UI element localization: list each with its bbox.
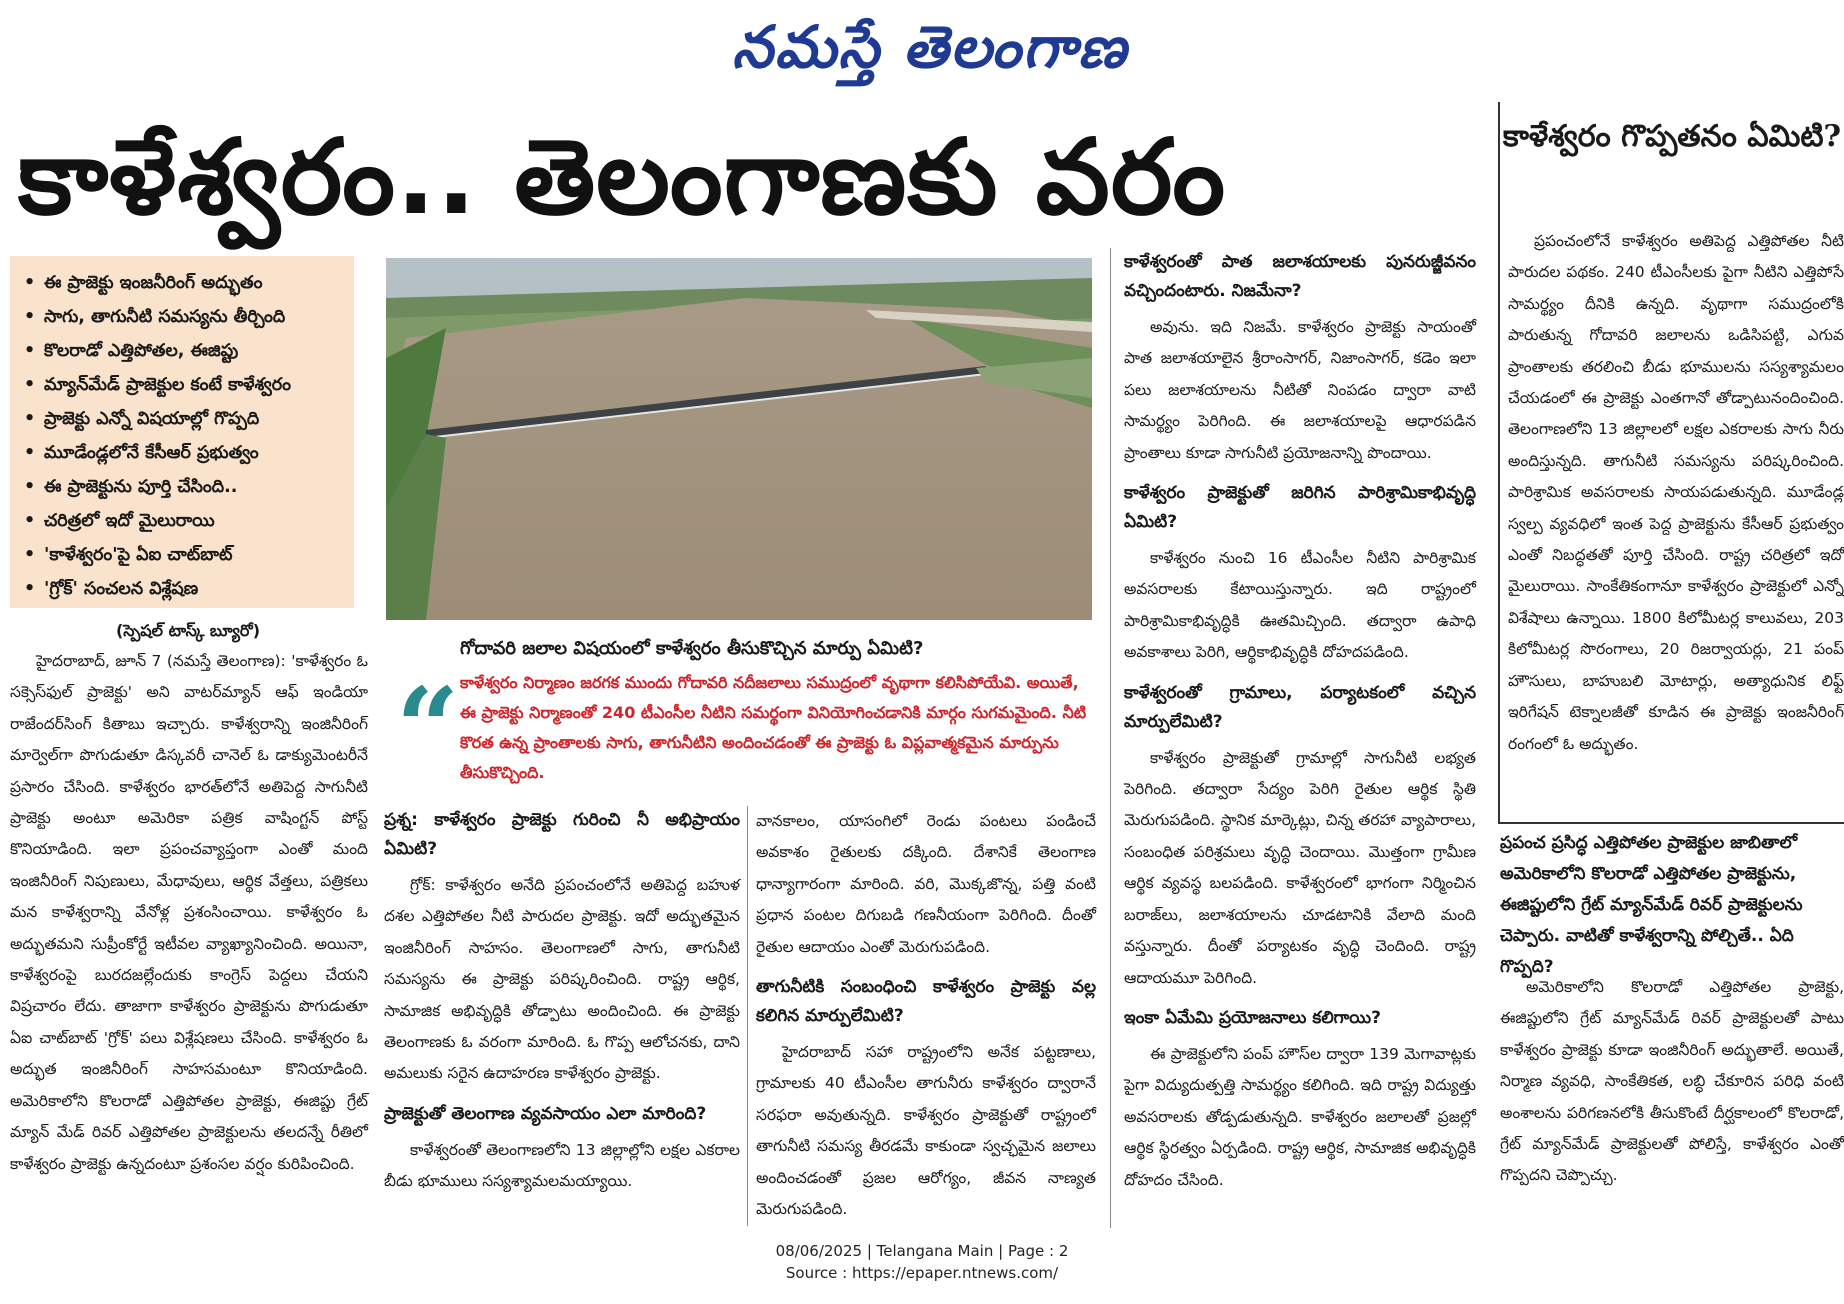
article-paragraph: గ్రోక్: కాళేశ్వరం అనేది ప్రపంచంలోనే అతిపెద్ద బహుళ దశల ఎత్తిపోతల నీటి పారుదల ప్రాజెక్టు. ఇదో అద్భుతమైన ఇంజినీరింగ్ సాహసం. తెలంగాణలో సాగు, తాగునీటి సమస్యను ఈ ప్రాజెక్టు పరిష్కరించింది. రాష్ట్ర ఆర్థిక, సామాజిక అభివృద్ధికి తోడ్పాటు అందించింది. ఈ ప్రాజెక్టు తెలంగాణకు ఓ వరంగా మారింది. ఓ గొప్ప ఆలోచనకు, దాని అమలుకు సరైన ఉదాహరణ కాళేశ్వరం ప్రాజెక్టు. (384, 876, 740, 1083)
masthead-logo: నమస్తే తెలంగాణ (732, 13, 1128, 81)
highlight-item: • కొలరాడో ఎత్తిపోతల, ఈజిప్టు (24, 334, 344, 368)
highlight-item: • ప్రాజెక్టు ఎన్నో విషయాల్లో గొప్పది (24, 402, 344, 436)
article-paragraph: ఈ ప్రాజెక్టులోని పంప్ హౌస్‌ల ద్వారా 139 మెగావాట్లకు పైగా విద్యుదుత్పత్తి సామర్థ్యం కలిగింది. ఇది రాష్ట్ర విద్యుత్తు అవసరాలకు తోడ్పడుతున్నది. కాళేశ్వరం జలాలతో ప్రజల్లో ఆర్థిక స్థిరత్వం ఏర్పడింది. రాష్ట్ర ఆర్థిక, సామాజిక అభివృద్ధికి దోహదం చేసింది. (1124, 1044, 1476, 1189)
article-paragraph: అమెరికాలోని కొలరాడో ఎత్తిపోతల ప్రాజెక్టు, ఈజిప్టులోని గ్రేట్ మ్యాన్‌మేడ్ రివర్ ప్రాజెక్టులతో పాటు కాళేశ్వరం ప్రాజెక్టు కూడా ఇంజినీరింగ్ అద్భుతాలే. అయితే, నిర్మాణ వ్యవధి, సాంకేతికత, లబ్ధి చేకూరిన పరిధి వంటి అంశాలను పరిగణనలోకి తీసుకొంటే దీర్ఘకాలంలో కొలరాడో, గ్రేట్ మ్యాన్‌మేడ్ ప్రాజెక్టులతో పోలిస్తే, కాళేశ్వరం ఎంతో గొప్పదని చెప్పొచ్చు. (1500, 978, 1844, 1185)
highlights-box (10, 256, 354, 608)
sidebar-body (1508, 226, 1844, 760)
highlight-item: • ఈ ప్రాజెక్టును పూర్తి చేసింది.. (24, 470, 344, 504)
highlight-item: • మ్యాన్‌మేడ్ ప్రాజెక్టుల కంటే కాళేశ్వరం (24, 368, 344, 402)
highlight-item: • 'కాళేశ్వరం'పై ఏఐ చాట్‌బాట్ (24, 538, 344, 572)
article-paragraph: అవును. ఇది నిజమే. కాళేశ్వరం ప్రాజెక్టు సాయంతో పాత జలాశయాలైన శ్రీరాంసాగర్, నిజాంసాగర్, కడెం ఇలా పలు జలాశయాలను నీటితో నింపడం ద్వారా వాటి సామర్థ్యం పెరిగింది. ఈ జలాశయాలపై ఆధారపడిన ప్రాంతాలు కూడా సాగునీటి ప్రయోజనాన్ని పొందాయి. (1124, 318, 1476, 462)
article-paragraph: కాళేశ్వరం ప్రాజెక్టుతో గ్రామాల్లో సాగునీటి లభ్యత పెరిగింది. తద్వారా సేద్యం పెరిగి రైతుల ఆర్థిక స్థితి మెరుగుపడింది. స్థానిక మార్కెట్లు, చిన్న తరహా వ్యాపారాలు, సంబంధిత పరిశ్రమలు వృద్ధి చెందాయి. మొత్తంగా గ్రామీణ ఆర్థిక వ్యవస్థ బలపడింది. కాళేశ్వరంలో భాగంగా నిర్మించిన బరాజ్‌లు, జలాశయాలను చూడటానికి వేలాది మంది వస్తున్నారు. దీంతో పర్యాటకం వృద్ధి చెందింది. రాష్ట్ర ఆదాయమూ పెరిగింది. (1124, 748, 1476, 987)
highlight-item: • చరిత్రలో ఇదో మైలురాయి (24, 504, 344, 538)
article-column-5 (1500, 972, 1844, 1192)
highlight-item: • ఈ ప్రాజెక్టు ఇంజనీరింగ్ అద్భుతం (24, 266, 344, 300)
callout-answer: కాళేశ్వరం నిర్మాణం జరగక ముందు గోదావరి నదీజలాలు సముద్రంలో వృథాగా కలిసిపోయేవి. అయితే, ఈ ప్రాజెక్టు నిర్మాణంతో 240 టీఎంసీల నీటిని సమర్థంగా వినియోగించడానికి మార్గం సుగమమైంది. నీటి కొరత ఉన్న ప్రాంతాలకు సాగు, తాగునీటిని అందించడంతో ఈ ప్రాజెక్టు ఓ విప్లవాత్మకమైన మార్పును తీసుకొచ్చింది. (460, 673, 1087, 782)
sidebar-paragraph: ప్రపంచంలోనే కాళేశ్వరం అతిపెద్ద ఎత్తిపోతల నీటి పారుదల పథకం. 240 టీఎంసీలకు పైగా నీటిని ఎత్తిపోసే సామర్థ్యం దీనికి ఉన్నది. వృథాగా సముద్రంలోకి పారుతున్న గోదావరి జలాలను ఒడిసిపట్టి, ఎగువ ప్రాంతాలకు తరలించి బీడు భూములను సస్యశ్యామలం చేయడంలో ఈ ప్రాజెక్టు ఎంతగానో తోడ్పాటునందించింది. తెలంగాణలోని 13 జిల్లాలలో లక్షల ఎకరాలకు సాగు నీరు అందిస్తున్నది. తాగునీటి సమస్యను పరిష్కరించింది. పారిశ్రామిక అవసరాలకు సాయపడుతున్నది. మూడేండ్ల స్వల్ప వ్యవధిలో ఇంత పెద్ద ప్రాజెక్టును కేసీఆర్ ప్రభుత్వం ఎంతో నిబద్ధతతో పూర్తి చేసింది. రాష్ట్ర చరిత్రలో ఇదో మైలురాయి. సాంకేతికంగానూ కాళేశ్వరం ప్రాజెక్టులో ఎన్నో విశేషాలు ఉన్నాయి. 1800 కిలోమీటర్ల కాలువలు, 203 కిలోమీటర్ల సొరంగాలు, 20 రిజర్వాయర్లు, 21 పంప్ హౌసులు, బాహుబలి మోటార్లు, అత్యాధునిక లిఫ్ట్ ఇరిగేషన్ టెక్నాలజీతో కూడిన ఈ ప్రాజెక్టు ఇంజనీరింగ్ రంగంలో ఓ అద్భుతం. (1508, 232, 1844, 753)
footer-edition-info: 08/06/2025 | Telangana Main | Page : 2 (775, 1242, 1069, 1260)
article-column-2 (384, 806, 740, 1198)
sidebar-title: కాళేశ్వరం గొప్పతనం ఏమిటి? (1502, 119, 1842, 154)
article-paragraph: కాళేశ్వరం నుంచి 16 టీఎంసీల నీటిని పారిశ్రామిక అవసరాలకు కేటాయిస్తున్నారు. ఇది రాష్ట్రంలో పారిశ్రామికాభివృద్ధికి ఊతమిచ్చింది. తద్వారా ఉపాధి అవకాశాలు పెరిగి, ఆర్థికాభివృద్ధికి దోహదపడింది. (1124, 549, 1476, 662)
highlight-item: • 'గ్రోక్' సంచలన విశ్లేషణ (24, 572, 344, 606)
article-column-3 (756, 806, 1096, 1225)
article-paragraph: హైదరాబాద్, జూన్ 7 (నమస్తే తెలంగాణ): 'కాళేశ్వరం ఓ సక్సెస్‌ఫుల్ ప్రాజెక్టు' అని వాటర్‌మ్యాన్ ఆఫ్ ఇండియా రాజేందర్‌సింగ్ కితాబు ఇచ్చారు. కాళేశ్వరాన్ని ఇంజినీరింగ్ మార్వెల్‌గా పొగుడుతూ డిస్కవరీ చానెల్ ఓ డాక్యుమెంటరీనే ప్రసారం చేసింది. కాళేశ్వరం భారత్‌లోనే అతిపెద్ద సాగునీటి ప్రాజెక్టు అంటూ అమెరికా పత్రిక వాషింగ్టన్ పోస్ట్ కొనియాడింది. ఇలా ప్రపంచవ్యాప్తంగా ఎంతో మంది ఇంజినీరింగ్ నిపుణులు, మేధావులు, ఆర్థిక వేత్తలు, పత్రికలు మన కాళేశ్వరాన్ని వేనోళ్ల ప్రశంసించాయి. కాళేశ్వరం ఓ అద్భుతమని సుప్రీంకోర్టే ఇటీవల వ్యాఖ్యానించింది. అయినా, కాళేశ్వరంపై బురదజల్లేందుకు కాంగ్రెస్ పెద్దలు చేయని విష్రచారం లేదు. తాజాగా కాళేశ్వరం ప్రాజెక్టును పొగుడుతూ ఏఐ చాట్‌బాట్ 'గ్రోక్' పలు విశ్లేషణలు చేసింది. కాళేశ్వరం ఓ అద్భుత ఇంజినీరింగ్ సాహసమంటూ కొనియాడింది. అమెరికాలోని కొలరాడో ఎత్తిపోతల ప్రాజెక్టు, ఈజిప్టు గ్రేట్ మ్యాన్ మేడ్ రివర్ ఎత్తిపోతల ప్రాజెక్టులను తలదన్నే రీతిలో కాళేశ్వరం ప్రాజెక్టు ఉన్నదంటూ ప్రశంసల వర్షం కురిపించింది. (10, 652, 368, 1173)
footer-source-link[interactable]: Source : https://epaper.ntnews.com/ (785, 1264, 1059, 1282)
question-heading: కాళేశ్వరంతో పాత జలాశయాలకు పునరుజ్జీవనం వచ్చిందంటారు. నిజమేనా? (1124, 252, 1476, 301)
article-paragraph: కాళేశ్వరంతో తెలంగాణలోని 13 జిల్లాల్లోని లక్షల ఎకరాల బీడు భూములు సస్యశ్యామలమయ్యాయి. (384, 1140, 740, 1191)
callout-question: గోదావరి జలాల విషయంలో కాళేశ్వరం తీసుకొచ్చిన మార్పు ఏమిటి? (460, 638, 924, 659)
barrage-photo (386, 258, 1092, 620)
quote-mark-icon: “ (396, 663, 460, 792)
article-column-1 (10, 646, 368, 1180)
question-heading: ప్రపంచ ప్రసిద్ధ ఎత్తిపోతల ప్రాజెక్టుల జాబితాలో అమెరికాలోని కొలరాడో ఎత్తిపోతల ప్రాజెక్టును, ఈజిప్టులోని గ్రేట్ మ్యాన్‌మేడ్ రివర్ ప్రాజెక్టులను చెప్పారు. వాటితో కాళేశ్వరాన్ని పోల్చితే.. ఏది గొప్పది? (1500, 833, 1803, 977)
highlight-item: • సాగు, తాగునీటి సమస్యను తీర్చింది (24, 300, 344, 334)
question-heading: ప్రాజెక్టుతో తెలంగాణ వ్యవసాయం ఎలా మారింది? (384, 1103, 707, 1124)
highlight-item: • మూడేండ్లలోనే కేసీఆర్ ప్రభుత్వం (24, 436, 344, 470)
headline: కాళేశ్వరం.. తెలంగాణకు వరం (18, 116, 1227, 238)
question-heading: తాగునీటికి సంబంధించి కాళేశ్వరం ప్రాజెక్టు వల్ల కలిగిన మార్పులేమిటి? (756, 977, 1096, 1027)
byline: (స్పెషల్ టాస్క్ బ్యూరో) (115, 621, 261, 640)
question-heading: ఇంకా ఏమేమి ప్రయోజనాలు కలిగాయి? (1124, 1007, 1382, 1028)
article-column-4 (1124, 248, 1476, 1196)
column-divider (1110, 248, 1111, 1228)
article-paragraph: హైదరాబాద్ సహా రాష్ట్రంలోని అనేక పట్టణాలు, గ్రామాలకు 40 టీఎంసీల తాగునీరు కాళేశ్వరం ద్వారానే సరఫరా అవుతున్నది. కాళేశ్వరం ప్రాజెక్టుతో రాష్ట్రంలో తాగునీటి సమస్య తీరడమే కాకుండా స్వచ్ఛమైన జలాలు అందించడంతో ప్రజల ఆరోగ్యం, జీవన నాణ్యత మెరుగుపడింది. (756, 1043, 1096, 1219)
barrage-photo-illustration (386, 258, 1092, 620)
question-heading: కాళేశ్వరం ప్రాజెక్టుతో జరిగిన పారిశ్రామికాభివృద్ధి ఏమిటి? (1124, 483, 1476, 533)
question-heading: ప్రశ్న: కాళేశ్వరం ప్రాజెక్టు గురించి నీ అభిప్రాయం ఏమిటి? (384, 810, 740, 859)
column-divider (747, 806, 748, 1226)
question-heading: కాళేశ్వరంతో గ్రామాలు, పర్యాటకంలో వచ్చిన మార్పులేమిటి? (1124, 682, 1476, 732)
article-paragraph: వానకాలం, యాసంగిలో రెండు పంటలు పండించే అవకాశం రైతులకు దక్కింది. దేశానికే తెలంగాణ ధాన్యాగారంగా మారింది. వరి, మొక్కజొన్న, పత్తి వంటి ప్రధాన పంటల దిగుబడి గణనీయంగా పెరిగింది. దీంతో రైతుల ఆదాయం ఎంతో మెరుగుపడింది. (756, 812, 1096, 956)
